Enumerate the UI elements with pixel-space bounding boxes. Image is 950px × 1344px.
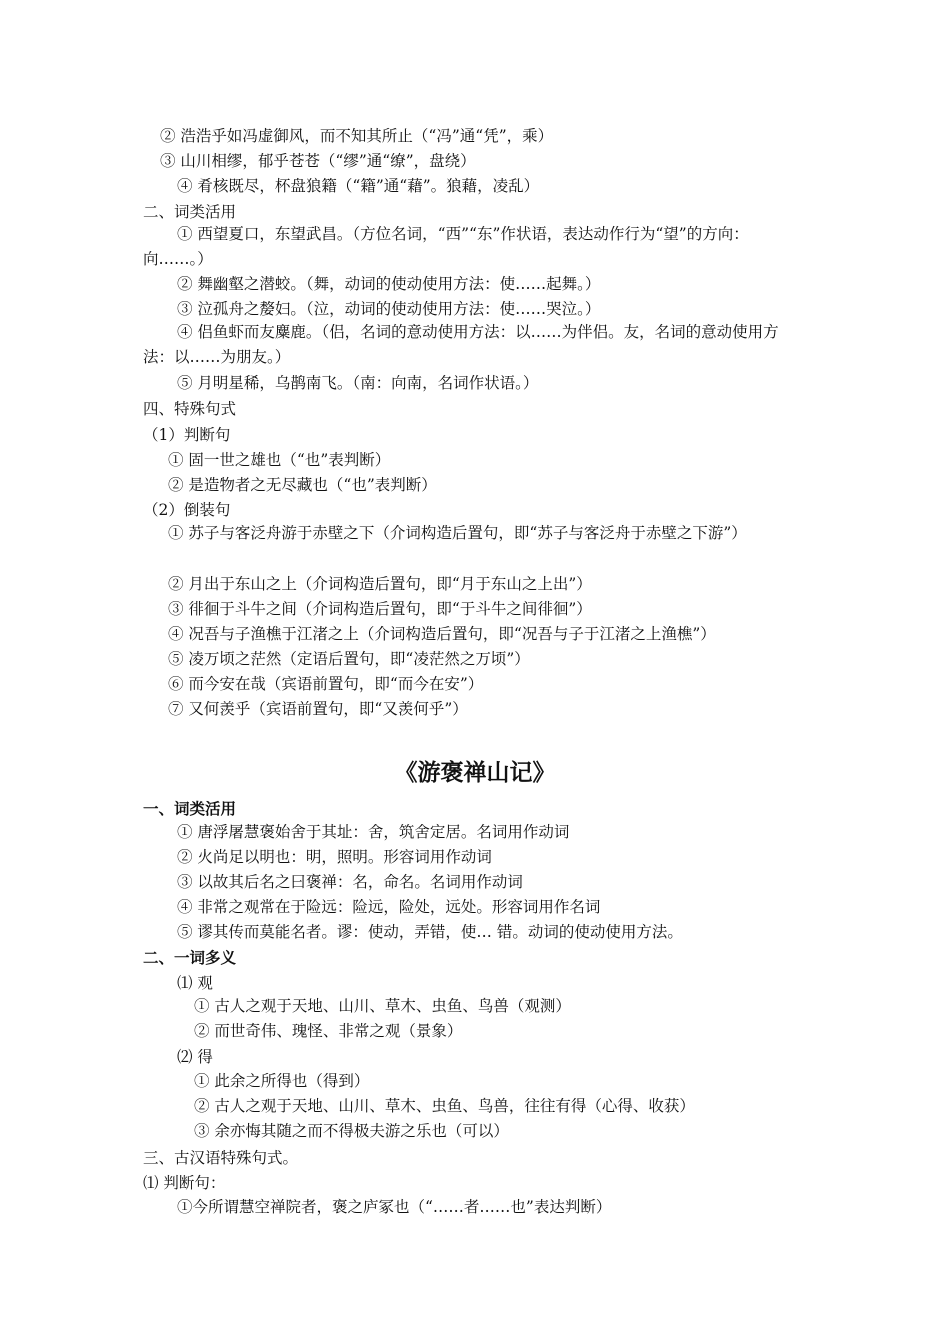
teshu-heading: 四、特殊句式 <box>143 400 237 418</box>
panduan-heading: （1）判断句 <box>143 426 231 444</box>
de-item-1: ① 此余之所得也（得到） <box>194 1072 370 1090</box>
daozhuang-item-1: ① 苏子与客泛舟游于赤壁之下（介词构造后置句，即“苏子与客泛舟于赤壁之下游”） <box>168 524 747 542</box>
s2-jushi-heading: 三、古汉语特殊句式。 <box>143 1149 299 1167</box>
cilei-item-4: ④ 侣鱼虾而友麋鹿。（侣，名词的意动使用方法：以……为伴侣。友，名词的意动使用方法：以……为朋友。） <box>143 323 779 366</box>
s2-panduan-heading: ⑴ 判断句： <box>143 1174 226 1192</box>
s2-panduan-item-1: ①今所谓慧空禅院者，褒之庐冢也（“……者……也”表达判断） <box>177 1198 612 1216</box>
s2-cilei-item-2: ② 火尚足以明也：明，照明。形容词用作动词 <box>177 848 492 866</box>
cilei-heading: 二、词类活用 <box>143 203 237 221</box>
panduan-item-1: ① 固一世之雄也（“也”表判断） <box>168 451 391 469</box>
cilei-item-2: ② 舞幽壑之潜蛟。（舞，动词的使动使用方法：使……起舞。） <box>177 275 601 293</box>
daozhuang-item-5: ⑤ 凌万顷之茫然（定语后置句，即“凌茫然之万顷”） <box>168 650 530 668</box>
article-title: 《游褒禅山记》 <box>394 759 556 786</box>
daozhuang-heading: （2）倒装句 <box>143 501 231 519</box>
de-item-3: ③ 余亦悔其随之而不得极夫游之乐也（可以） <box>194 1122 509 1140</box>
guan-item-2: ② 而世奇伟、瑰怪、非常之观（景象） <box>194 1022 463 1040</box>
de-heading: ⑵ 得 <box>177 1048 213 1066</box>
s2-cilei-item-5: ⑤ 谬其传而莫能名者。谬：使动，弄错，使… 错。动词的使动使用方法。 <box>177 923 683 941</box>
tongjia-item-4: ④ 肴核既尽，杯盘狼籍（“籍”通“藉”。狼藉，凌乱） <box>177 177 540 195</box>
daozhuang-item-2: ② 月出于东山之上（介词构造后置句，即“月于东山之上出”） <box>168 575 592 593</box>
tongjia-item-3: ③ 山川相缪，郁乎苍苍（“缪”通“缭”，盘绕） <box>160 152 476 170</box>
guan-heading: ⑴ 观 <box>177 974 213 992</box>
s2-cilei-item-1: ① 唐浮屠慧褒始舍于其址：舍，筑舍定居。名词用作动词 <box>177 823 570 841</box>
cilei-item-3: ③ 泣孤舟之嫠妇。（泣，动词的使动使用方法：使……哭泣。） <box>177 300 601 318</box>
daozhuang-item-3: ③ 徘徊于斗牛之间（介词构造后置句，即“于斗牛之间徘徊”） <box>168 600 592 618</box>
s2-yici-heading: 二、一词多义 <box>143 948 237 967</box>
cilei-item-5: ⑤ 月明星稀，乌鹊南飞。（南：向南，名词作状语。） <box>177 374 539 392</box>
guan-item-1: ① 古人之观于天地、山川、草木、虫鱼、鸟兽（观测） <box>194 997 571 1015</box>
daozhuang-item-7: ⑦ 又何羡乎（宾语前置句，即“又羡何乎”） <box>168 700 468 718</box>
s2-cilei-item-3: ③ 以故其后名之曰褒禅：名，命名。名词用作动词 <box>177 873 523 891</box>
daozhuang-item-4: ④ 况吾与子渔樵于江渚之上（介词构造后置句，即“况吾与子于江渚之上渔樵”） <box>168 625 716 643</box>
panduan-item-2: ② 是造物者之无尽藏也（“也”表判断） <box>168 476 437 494</box>
s2-cilei-heading: 一、词类活用 <box>143 799 237 818</box>
de-item-2: ② 古人之观于天地、山川、草木、虫鱼、鸟兽，往往有得（心得、收获） <box>194 1097 695 1115</box>
cilei-item-1: ① 西望夏口，东望武昌。（方位名词，“西”“东”作状语，表达动作行为“望”的方向：向……。） <box>143 225 749 268</box>
s2-cilei-item-4: ④ 非常之观常在于险远：险远，险处，远处。形容词用作名词 <box>177 898 601 916</box>
tongjia-item-2: ② 浩浩乎如冯虚御风，而不知其所止（“冯”通“凭”，乘） <box>160 127 554 145</box>
daozhuang-item-6: ⑥ 而今安在哉（宾语前置句，即“而今在安”） <box>168 675 484 693</box>
